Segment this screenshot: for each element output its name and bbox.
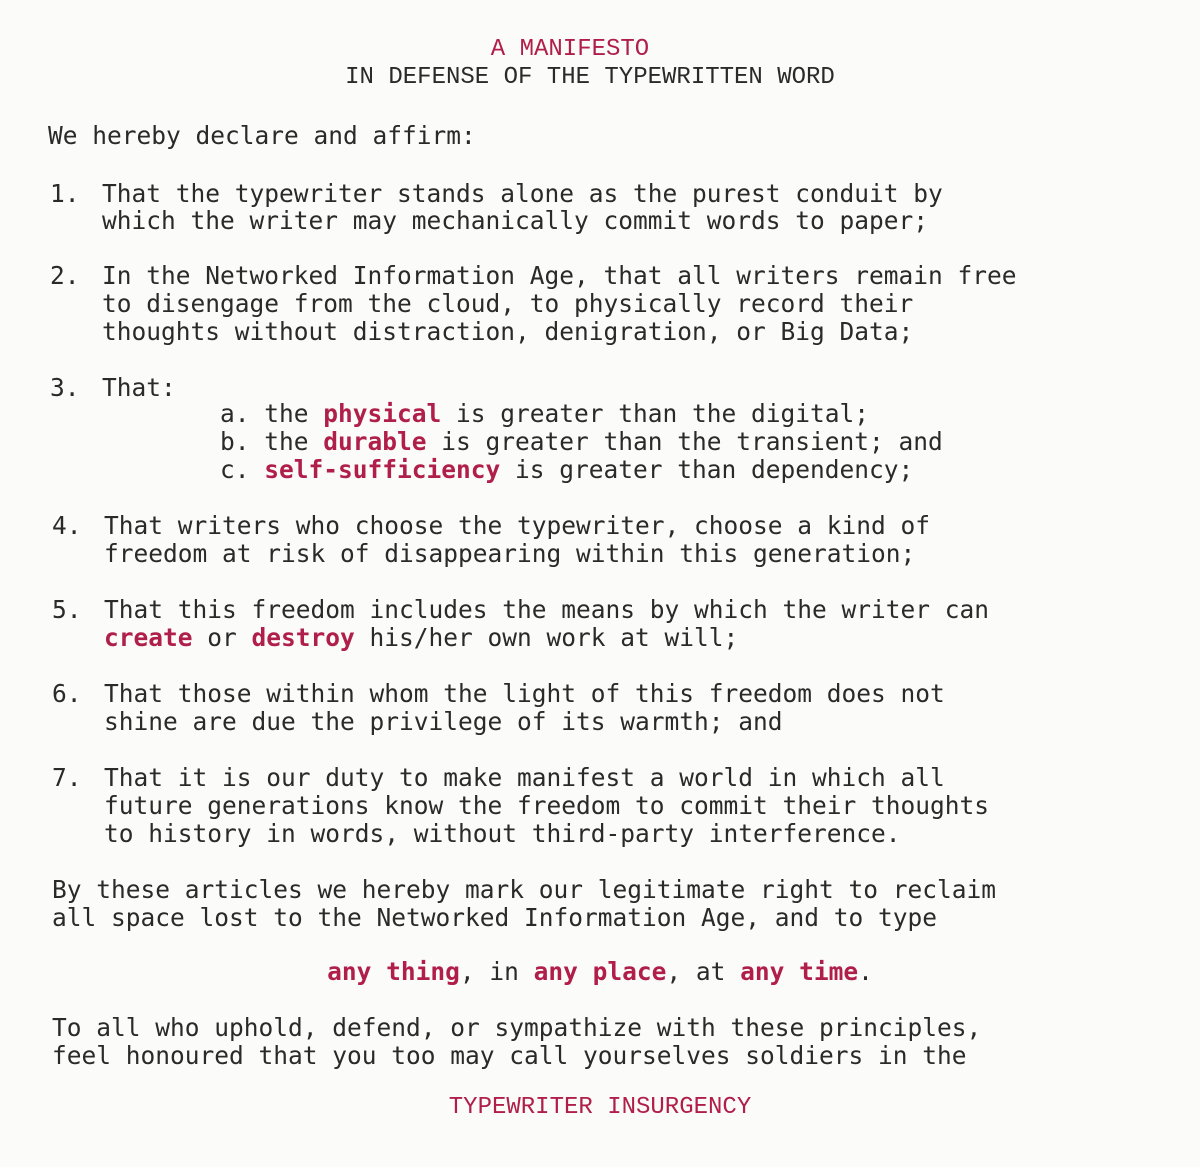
closing-line-4: feel honoured that you too may call yourselves soldiers in the [52, 1041, 967, 1070]
article-7-line-1: That it is our duty to make manifest a world in which all [104, 763, 945, 792]
slogan-any-place: any place [533, 957, 667, 986]
article-3-item-a [220, 400, 869, 428]
slogan-any-time: any time [740, 957, 859, 986]
slogan-sep-1: , in [459, 957, 534, 986]
article-7-line-2: future generations know the freedom to commit their thoughts [104, 791, 990, 820]
article-3-item-c [220, 456, 913, 484]
slogan-end: . [858, 957, 873, 986]
word-durable: durable [323, 427, 427, 456]
article-4-line-1: That writers who choose the typewriter, choose a kind of [104, 511, 931, 540]
manifesto-title: A MANIFESTO [490, 36, 650, 63]
article-4-line-2: freedom at risk of disappearing within this generation; [104, 539, 916, 568]
word-or: or [192, 623, 252, 652]
article-1-line-2: which the writer may mechanically commit words to paper; [102, 206, 929, 235]
word-destroy: destroy [251, 623, 355, 652]
item-c-rest: is greater than dependency; [500, 455, 914, 484]
item-c-prefix: c. [220, 455, 265, 484]
article-7-number: 7. [52, 763, 82, 792]
article-3-number: 3. [50, 373, 80, 402]
article-4-number: 4. [52, 511, 82, 540]
article-1-number: 1. [50, 179, 80, 208]
slogan-sep-2: , at [666, 957, 741, 986]
item-b-rest: is greater than the transient; and [426, 427, 943, 456]
article-6-line-1: That those within whom the light of this freedom does not [104, 679, 945, 708]
item-a-prefix: a. the [220, 399, 324, 428]
closing-line-2: all space lost to the Networked Information Age, and to type [52, 903, 938, 932]
slogan-line [0, 958, 1200, 986]
article-5-line-2 [104, 624, 738, 652]
article-5-rest: his/her own work at will; [354, 623, 739, 652]
article-2-line-2: to disengage from the cloud, to physically record their [102, 289, 914, 318]
closing-line-1: By these articles we hereby mark our legitimate right to reclaim [52, 875, 997, 904]
footer-title: TYPEWRITER INSURGENCY [448, 1094, 752, 1121]
intro-line: We hereby declare and affirm: [48, 121, 476, 150]
article-2-number: 2. [50, 261, 80, 290]
article-2-line-1: In the Networked Information Age, that all writers remain free [102, 261, 1017, 290]
article-6-number: 6. [52, 679, 82, 708]
closing-line-3: To all who uphold, defend, or sympathize with these principles, [52, 1013, 982, 1042]
article-3-lead: That: [102, 373, 176, 402]
article-1-line-1: That the typewriter stands alone as the purest conduit by [102, 179, 943, 208]
item-a-rest: is greater than the digital; [441, 399, 870, 428]
word-physical: physical [323, 399, 442, 428]
item-b-prefix: b. the [220, 427, 324, 456]
article-5-line-1: That this freedom includes the means by which the writer can [104, 595, 990, 624]
manifesto-subtitle: IN DEFENSE OF THE TYPEWRITTEN WORD [345, 64, 835, 91]
article-5-number: 5. [52, 595, 82, 624]
word-self-sufficiency: self-sufficiency [264, 455, 501, 484]
article-7-line-3: to history in words, without third-party interference. [104, 819, 901, 848]
article-3-item-b [220, 428, 943, 456]
article-2-line-3: thoughts without distraction, denigration, or Big Data; [102, 317, 914, 346]
word-create: create [104, 623, 193, 652]
article-6-line-2: shine are due the privilege of its warmth; and [104, 707, 783, 736]
slogan-any-thing: any thing [327, 957, 460, 986]
